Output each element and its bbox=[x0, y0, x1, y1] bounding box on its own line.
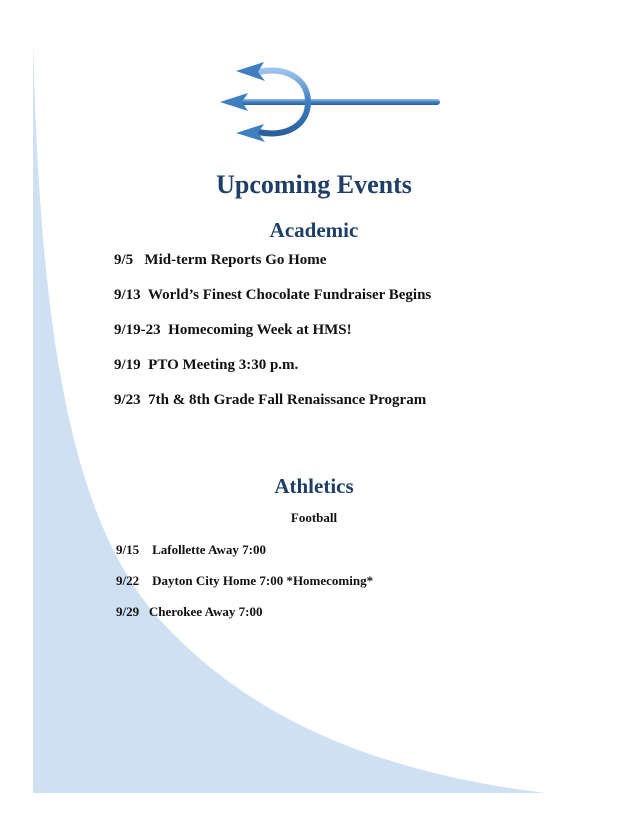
event-text: 7th & 8th Grade Fall Renaissance Program bbox=[148, 392, 427, 408]
game-text: Dayton City Home 7:00 *Homecoming* bbox=[152, 573, 374, 588]
event-date: 9/23 bbox=[114, 392, 141, 408]
academic-heading: Academic bbox=[269, 218, 359, 242]
list-item bbox=[114, 284, 431, 319]
page-title: Upcoming Events bbox=[216, 170, 412, 199]
game-date: 9/15 bbox=[116, 542, 140, 557]
list-item bbox=[114, 389, 431, 424]
list-item bbox=[114, 249, 431, 284]
game-date: 9/22 bbox=[116, 573, 140, 588]
event-date: 9/13 bbox=[114, 287, 141, 303]
game-text: Lafollette Away 7:00 bbox=[152, 542, 266, 557]
event-date: 9/19-23 bbox=[114, 322, 161, 338]
trident-icon bbox=[218, 60, 446, 144]
list-item bbox=[114, 354, 431, 389]
event-date: 9/5 bbox=[114, 252, 134, 268]
list-item bbox=[116, 602, 373, 633]
academic-events-list bbox=[114, 249, 431, 424]
list-item bbox=[114, 319, 431, 354]
event-text: PTO Meeting 3:30 p.m. bbox=[148, 357, 299, 373]
event-text: Homecoming Week at HMS! bbox=[168, 322, 352, 338]
event-text: Mid-term Reports Go Home bbox=[144, 252, 327, 268]
list-item bbox=[116, 571, 373, 602]
event-text: World’s Finest Chocolate Fundraiser Begins bbox=[147, 287, 432, 303]
list-item bbox=[116, 540, 373, 571]
game-text: Cherokee Away 7:00 bbox=[148, 604, 263, 619]
football-subheading: Football bbox=[290, 510, 338, 525]
game-date: 9/29 bbox=[116, 604, 140, 619]
athletics-heading: Athletics bbox=[274, 474, 354, 498]
football-games-list bbox=[116, 540, 373, 633]
event-date: 9/19 bbox=[114, 357, 141, 373]
